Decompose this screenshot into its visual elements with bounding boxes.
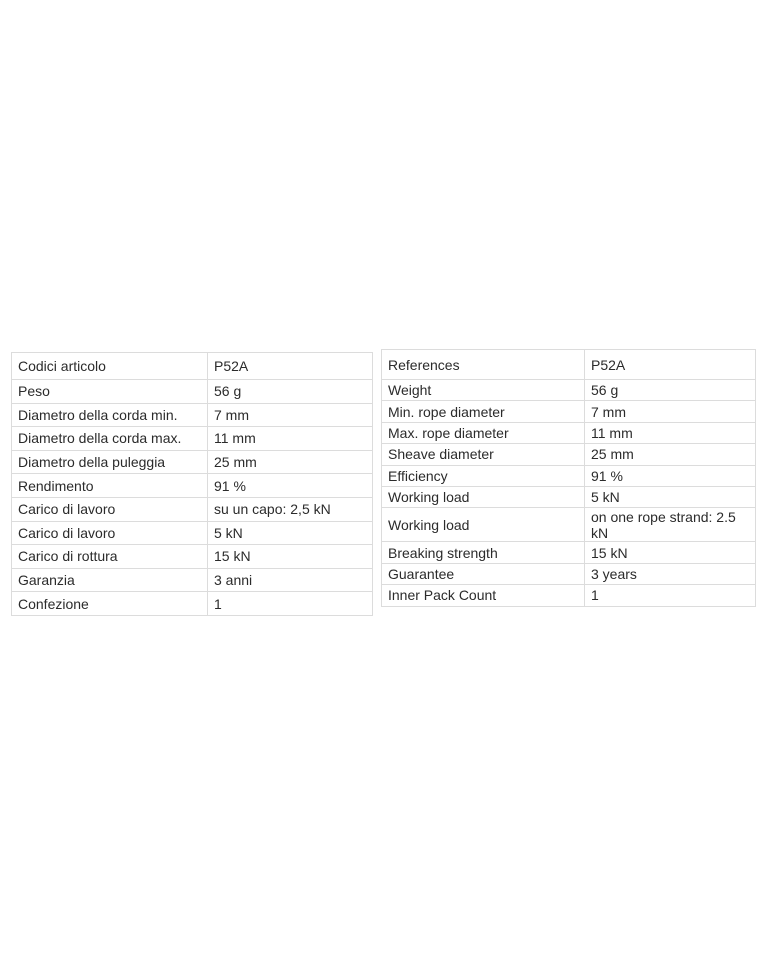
table-row: [12, 497, 373, 521]
spec-label: Diametro della corda min.: [12, 403, 208, 427]
spec-value: 5 kN: [585, 486, 756, 507]
spec-label: Working load: [382, 486, 585, 507]
table-row: [382, 508, 756, 542]
spec-label: Guarantee: [382, 563, 585, 584]
spec-label: Carico di lavoro: [12, 497, 208, 521]
spec-label: Peso: [12, 380, 208, 404]
spec-label: Carico di lavoro: [12, 521, 208, 545]
spec-value: 25 mm: [208, 450, 373, 474]
spec-label: Rendimento: [12, 474, 208, 498]
spec-value: P52A: [208, 353, 373, 380]
table-row: [12, 474, 373, 498]
table-row: [12, 568, 373, 592]
spec-label: Efficiency: [382, 465, 585, 486]
table-row: [12, 380, 373, 404]
spec-label: Garanzia: [12, 568, 208, 592]
spec-value: 25 mm: [585, 444, 756, 465]
spec-value: 91 %: [585, 465, 756, 486]
spec-value: su un capo: 2,5 kN: [208, 497, 373, 521]
spec-value: 3 anni: [208, 568, 373, 592]
spec-value: 7 mm: [585, 401, 756, 422]
table-row: [382, 542, 756, 563]
table-row: [382, 486, 756, 507]
table-row: [382, 563, 756, 584]
spec-value: 56 g: [208, 380, 373, 404]
spec-label: Weight: [382, 380, 585, 401]
spec-label: Inner Pack Count: [382, 585, 585, 606]
spec-label: Diametro della corda max.: [12, 427, 208, 451]
spec-value: 5 kN: [208, 521, 373, 545]
spec-label: Diametro della puleggia: [12, 450, 208, 474]
table-row: [382, 380, 756, 401]
table-row: [12, 427, 373, 451]
spec-value: 11 mm: [208, 427, 373, 451]
spec-value: 3 years: [585, 563, 756, 584]
table-row: [12, 592, 373, 616]
table-row: [382, 444, 756, 465]
table-row: [12, 403, 373, 427]
table-row: [12, 450, 373, 474]
spec-table-english: [381, 349, 756, 607]
spec-value: on one rope strand: 2.5 kN: [585, 508, 756, 542]
spec-value: 56 g: [585, 380, 756, 401]
spec-label: Sheave diameter: [382, 444, 585, 465]
spec-value: 91 %: [208, 474, 373, 498]
table-row: [382, 585, 756, 606]
spec-label: Confezione: [12, 592, 208, 616]
spec-value: 1: [585, 585, 756, 606]
spec-label: Max. rope diameter: [382, 422, 585, 443]
spec-value: 11 mm: [585, 422, 756, 443]
table-row: [12, 353, 373, 380]
table-row: [12, 521, 373, 545]
spec-value: 15 kN: [585, 542, 756, 563]
table-row: [382, 350, 756, 380]
spec-label: Breaking strength: [382, 542, 585, 563]
spec-table-italian: [11, 352, 373, 616]
spec-value: 7 mm: [208, 403, 373, 427]
table-row: [382, 465, 756, 486]
spec-label: Codici articolo: [12, 353, 208, 380]
spec-value: 1: [208, 592, 373, 616]
spec-label: Working load: [382, 508, 585, 542]
table-row: [382, 401, 756, 422]
spec-value: P52A: [585, 350, 756, 380]
spec-label: Carico di rottura: [12, 545, 208, 569]
table-row: [12, 545, 373, 569]
spec-value: 15 kN: [208, 545, 373, 569]
spec-label: Min. rope diameter: [382, 401, 585, 422]
table-row: [382, 422, 756, 443]
spec-label: References: [382, 350, 585, 380]
